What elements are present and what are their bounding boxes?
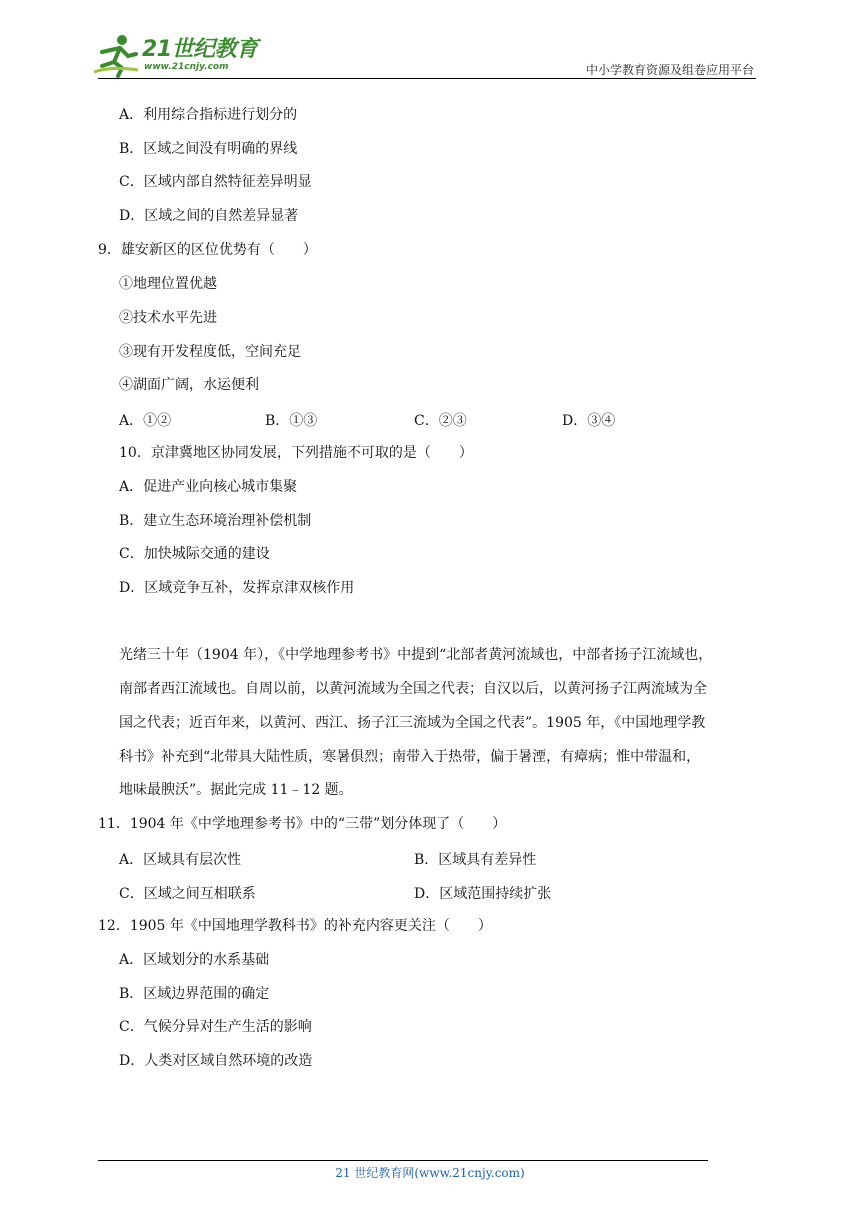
passage-line-1: 光绪三十年（1904 年），《中学地理参考书》中提到“北部者黄河流域也，中部者扬子江流域也， bbox=[119, 647, 713, 663]
page-header bbox=[0, 0, 860, 80]
q9-item-4: ④湖面广阔，水运便利 bbox=[119, 377, 259, 393]
q12-option-b: B．区域边界范围的确定 bbox=[119, 986, 270, 1002]
q9-option-c: C．②③ bbox=[414, 413, 467, 429]
q10-stem: 10．京津冀地区协同发展，下列措施不可取的是（ ） bbox=[119, 445, 473, 461]
passage-line-4: 科书》补充到“北带具大陆性质，寒暑俱烈；南带入于热带，偏于暑湮，有瘴病；惟中带温和， bbox=[119, 749, 701, 765]
q8-option-b: B．区域之间没有明确的界线 bbox=[119, 141, 298, 157]
q10-option-d: D．区域竞争互补，发挥京津双核作用 bbox=[119, 580, 355, 596]
footer-text[interactable]: 21 世纪教育网(www.21cnjy.com) bbox=[335, 1166, 525, 1180]
q8-option-a: A．利用综合指标进行划分的 bbox=[119, 107, 298, 123]
q9-stem: 9．雄安新区的区位优势有（ ） bbox=[98, 242, 317, 258]
q8-option-d: D．区域之间的自然差异显著 bbox=[119, 208, 299, 224]
q9-option-d: D．③④ bbox=[562, 413, 616, 429]
passage-line-3: 国之代表；近百年来，以黄河、西江、扬子江三流域为全国之代表”。1905 年，《中国地理学教 bbox=[119, 715, 706, 731]
logo bbox=[92, 32, 262, 78]
logo-text: 21世纪教育 bbox=[142, 37, 258, 62]
q12-option-c: C．气候分异对生产生活的影响 bbox=[119, 1019, 312, 1035]
q10-option-b: B．建立生态环境治理补偿机制 bbox=[119, 513, 312, 529]
footer-divider bbox=[98, 1160, 708, 1161]
logo-url: www.21cnjy.com bbox=[144, 62, 229, 72]
passage-line-2: 南部者西江流域也。自周以前，以黄河流域为全国之代表；自汉以后，以黄河扬子江两流域为全 bbox=[119, 681, 707, 697]
q9-option-a: A．①② bbox=[119, 413, 172, 429]
q9-item-1: ①地理位置优越 bbox=[119, 276, 217, 292]
header-platform-name: 中小学教育资源及组卷应用平台 bbox=[585, 63, 754, 77]
q11-option-c: C．区域之间互相联系 bbox=[119, 886, 256, 902]
q10-option-a: A．促进产业向核心城市集聚 bbox=[119, 479, 298, 495]
q11-stem: 11．1904 年《中学地理参考书》中的“三带”划分体现了（ ） bbox=[98, 816, 507, 832]
q9-item-2: ②技术水平先进 bbox=[119, 310, 217, 326]
passage-line-5: 地味最腴沃”。据此完成 11﹣12 题。 bbox=[119, 782, 353, 798]
q11-option-b: B．区域具有差异性 bbox=[414, 852, 537, 868]
q12-stem: 12．1905 年《中国地理学教科书》的补充内容更关注（ ） bbox=[98, 918, 492, 934]
runner-logo-icon bbox=[92, 32, 142, 78]
q11-option-d: D．区域范围持续扩张 bbox=[414, 886, 552, 902]
q9-item-3: ③现有开发程度低，空间充足 bbox=[119, 344, 301, 360]
q8-option-c: C．区域内部自然特征差异明显 bbox=[119, 174, 312, 190]
q9-option-b: B．①③ bbox=[265, 413, 318, 429]
q12-option-a: A．区域划分的水系基础 bbox=[119, 952, 270, 968]
header-divider bbox=[98, 78, 756, 79]
q12-option-d: D．人类对区域自然环境的改造 bbox=[119, 1053, 313, 1069]
q11-option-a: A．区域具有层次性 bbox=[119, 852, 242, 868]
q10-option-c: C．加快城际交通的建设 bbox=[119, 546, 270, 562]
